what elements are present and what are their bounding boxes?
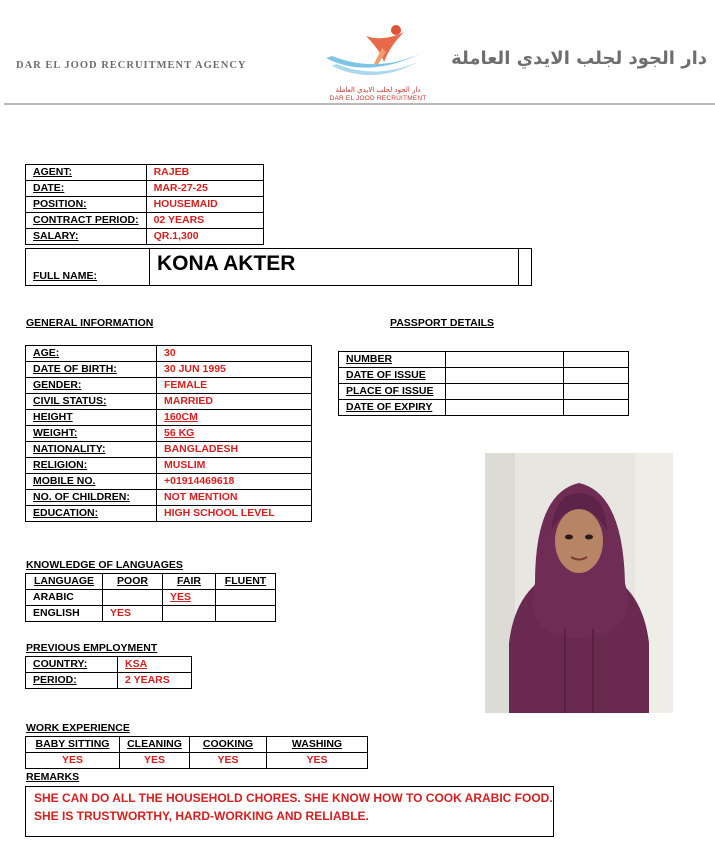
table-row [339,368,629,384]
work-header: WASHING [267,737,368,753]
passport-value [446,384,564,400]
table-row [26,426,312,442]
table-row [26,737,368,753]
table-row [26,346,312,362]
full-name-spacer-cell [519,249,532,286]
languages-table [25,573,276,622]
contract-label: SALARY: [26,229,147,245]
employment-value: KSA [118,657,192,673]
passport-extra [564,400,629,416]
contract-value: RAJEB [146,165,263,181]
table-row [26,606,276,622]
table-row [26,378,312,394]
table-row [339,352,629,368]
table-row [339,384,629,400]
previous-employment-title: PREVIOUS EMPLOYMENT [26,642,158,654]
general-value: FEMALE [157,378,312,394]
languages-header: LANGUAGE [26,574,103,590]
contract-label: AGENT: [26,165,147,181]
full-name-value: KONA AKTER [150,249,519,286]
logo-text-english: DAR EL JOOD RECRUITMENT [329,95,427,102]
language-fluent [216,606,276,622]
logo-text-arabic: دار الجود لجلب الايدي العاملة [335,86,421,94]
general-value: 30 [157,346,312,362]
contract-label: DATE: [26,181,147,197]
passport-label: PLACE OF ISSUE [339,384,446,400]
contract-label: CONTRACT PERIOD: [26,213,147,229]
table-row [26,197,264,213]
general-label: EDUCATION: [26,506,157,522]
passport-label: DATE OF ISSUE [339,368,446,384]
table-row [26,753,368,769]
contract-value: QR.1,300 [146,229,263,245]
table-row [26,673,192,689]
full-name-table [25,248,532,286]
general-label: MOBILE NO. [26,474,157,490]
table-row [26,213,264,229]
contract-table [25,164,264,245]
agency-name-english: DAR EL JOOD RECRUITMENT AGENCY [16,60,247,71]
table-row [26,506,312,522]
general-label: GENDER: [26,378,157,394]
languages-header: FLUENT [216,574,276,590]
applicant-photo [485,453,673,713]
remarks-line: SHE CAN DO ALL THE HOUSEHOLD CHORES. SHE KNOW HOW TO COOK ARABIC FOOD. [34,791,553,805]
work-header: CLEANING [120,737,190,753]
languages-title: KNOWLEDGE OF LANGUAGES [26,559,183,571]
table-row [26,590,276,606]
passport-extra [564,368,629,384]
table-row [26,574,276,590]
contract-value: MAR-27-25 [146,181,263,197]
passport-value [446,352,564,368]
contract-value: HOUSEMAID [146,197,263,213]
general-value: 56 KG [157,426,312,442]
general-value: HIGH SCHOOL LEVEL [157,506,312,522]
general-value: 160CM [157,410,312,426]
applicant-portrait-image [485,453,673,713]
passport-details-title: PASSPORT DETAILS [390,317,495,329]
general-label: DATE OF BIRTH: [26,362,157,378]
general-label: WEIGHT: [26,426,157,442]
work-header: BABY SITTING [26,737,120,753]
general-value: NOT MENTION [157,490,312,506]
table-row [26,229,264,245]
passport-value [446,400,564,416]
general-value: MUSLIM [157,458,312,474]
passport-extra [564,352,629,368]
general-label: NATIONALITY: [26,442,157,458]
passport-table [338,351,629,416]
remarks-box [25,786,554,837]
previous-employment-table [25,656,192,689]
header-divider [4,103,715,105]
figure-swoosh-logo-icon [318,22,438,86]
language-poor: YES [103,606,163,622]
language-name: ARABIC [26,590,103,606]
general-label: RELIGION: [26,458,157,474]
language-poor [103,590,163,606]
contract-value: 02 YEARS [146,213,263,229]
work-header: COOKING [190,737,267,753]
contract-label: POSITION: [26,197,147,213]
passport-value [446,368,564,384]
general-value: 30 JUN 1995 [157,362,312,378]
table-row [26,410,312,426]
passport-label: NUMBER [339,352,446,368]
table-row [26,442,312,458]
work-value: YES [190,753,267,769]
work-value: YES [26,753,120,769]
letterhead [0,0,715,106]
table-row [26,249,532,286]
languages-header: POOR [103,574,163,590]
general-info-title: GENERAL INFORMATION [26,317,154,329]
general-value: MARRIED [157,394,312,410]
language-fair [163,606,216,622]
general-value: BANGLADESH [157,442,312,458]
work-experience-table [25,736,368,769]
table-row [26,490,312,506]
remarks-line: SHE IS TRUSTWORTHY, HARD-WORKING AND RELIABLE. [34,809,369,823]
table-row [26,458,312,474]
table-row [26,181,264,197]
general-label: HEIGHT [26,410,157,426]
table-row [26,657,192,673]
table-row [26,394,312,410]
table-row [26,474,312,490]
employment-label: COUNTRY: [26,657,118,673]
table-row [26,165,264,181]
work-experience-title: WORK EXPERIENCE [26,722,130,734]
table-row [26,362,312,378]
general-info-table [25,345,312,522]
employment-label: PERIOD: [26,673,118,689]
remarks-title: REMARKS [26,771,80,783]
table-row [339,400,629,416]
employment-value: 2 YEARS [118,673,192,689]
agency-logo [318,22,438,104]
general-label: CIVIL STATUS: [26,394,157,410]
language-fair: YES [163,590,216,606]
general-label: NO. OF CHILDREN: [26,490,157,506]
general-label: AGE: [26,346,157,362]
languages-header: FAIR [163,574,216,590]
agency-name-arabic: دار الجود لجلب الايدي العاملة [451,48,707,69]
passport-label: DATE OF EXPIRY [339,400,446,416]
passport-extra [564,384,629,400]
language-fluent [216,590,276,606]
language-name: ENGLISH [26,606,103,622]
work-value: YES [120,753,190,769]
full-name-label: FULL NAME: [26,249,150,286]
general-value: +01914469618 [157,474,312,490]
work-value: YES [267,753,368,769]
